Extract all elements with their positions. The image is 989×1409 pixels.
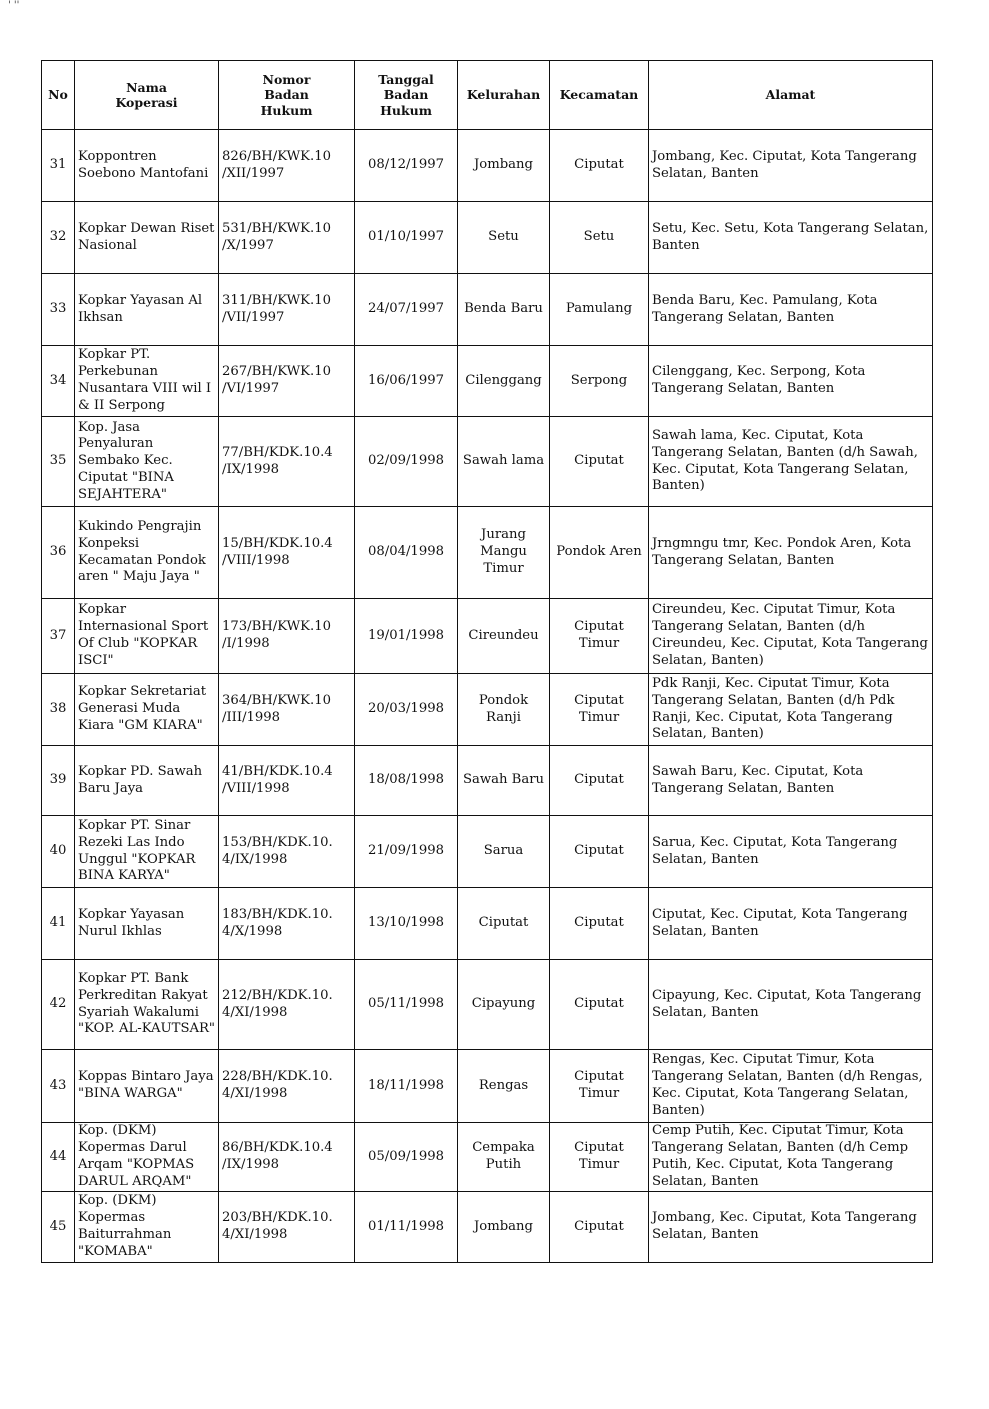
cell-nama-koperasi: Kopkar Dewan Riset Nasional bbox=[75, 202, 219, 274]
cell-nama-koperasi: Kopkar Yayasan Nurul Ikhlas bbox=[75, 888, 219, 960]
cell-nomor-badan-hukum: 311/BH/KWK.10 /VII/1997 bbox=[219, 274, 355, 346]
header-tanggal-label: Tanggal Badan Hukum bbox=[378, 71, 434, 118]
cell-alamat: Cemp Putih, Kec. Ciputat Timur, Kota Tangerang Selatan, Banten (d/h Cemp Putih, Kec. Ciputat, Kota Tangerang Selatan, Banten bbox=[649, 1123, 933, 1192]
cell-alamat: Sarua, Kec. Ciputat, Kota Tangerang Selatan, Banten bbox=[649, 816, 933, 888]
cell-kecamatan: Ciputat bbox=[550, 816, 649, 888]
cell-nama-koperasi: Kopkar PD. Sawah Baru Jaya bbox=[75, 746, 219, 816]
cell-nama-koperasi: Kop. (DKM) Kopermas Darul Arqam "KOPMAS DARUL ARQAM" bbox=[75, 1123, 219, 1192]
cell-no: 39 bbox=[42, 746, 75, 816]
cell-tanggal-badan-hukum: 01/10/1997 bbox=[355, 202, 458, 274]
cell-nama-koperasi: Kop. Jasa Penyaluran Sembako Kec. Ciputat "BINA SEJAHTERA" bbox=[75, 417, 219, 507]
cell-kelurahan: Ciputat bbox=[458, 888, 550, 960]
cell-alamat: Benda Baru, Kec. Pamulang, Kota Tangerang Selatan, Banten bbox=[649, 274, 933, 346]
cell-nama-koperasi: Kopkar Sekretariat Generasi Muda Kiara "GM KIARA" bbox=[75, 674, 219, 746]
cell-tanggal-badan-hukum: 16/06/1997 bbox=[355, 346, 458, 417]
table-row bbox=[42, 816, 933, 888]
table-row bbox=[42, 130, 933, 202]
cell-nama-koperasi: Kop. (DKM) Kopermas Baiturrahman "KOMABA" bbox=[75, 1192, 219, 1263]
table-row bbox=[42, 507, 933, 599]
cell-tanggal-badan-hukum: 13/10/1998 bbox=[355, 888, 458, 960]
table-row bbox=[42, 1050, 933, 1123]
cell-kecamatan: Ciputat Timur bbox=[550, 1123, 649, 1192]
cell-kelurahan: Benda Baru bbox=[458, 274, 550, 346]
cell-no: 33 bbox=[42, 274, 75, 346]
cell-kecamatan: Ciputat bbox=[550, 417, 649, 507]
cell-kecamatan: Ciputat Timur bbox=[550, 674, 649, 746]
cell-kecamatan: Pondok Aren bbox=[550, 507, 649, 599]
table-row bbox=[42, 960, 933, 1050]
cell-alamat: Jrngmngu tmr, Kec. Pondok Aren, Kota Tangerang Selatan, Banten bbox=[649, 507, 933, 599]
cell-alamat: Jombang, Kec. Ciputat, Kota Tangerang Selatan, Banten bbox=[649, 1192, 933, 1263]
cell-nomor-badan-hukum: 77/BH/KDK.10.4 /IX/1998 bbox=[219, 417, 355, 507]
header-tanggal-badan-hukum bbox=[355, 61, 458, 130]
cell-nomor-badan-hukum: 153/BH/KDK.10. 4/IX/1998 bbox=[219, 816, 355, 888]
cell-tanggal-badan-hukum: 24/07/1997 bbox=[355, 274, 458, 346]
cell-nama-koperasi: Koppontren Soebono Mantofani bbox=[75, 130, 219, 202]
cell-tanggal-badan-hukum: 18/11/1998 bbox=[355, 1050, 458, 1123]
cell-kelurahan: Sarua bbox=[458, 816, 550, 888]
cell-no: 37 bbox=[42, 599, 75, 674]
cell-no: 41 bbox=[42, 888, 75, 960]
cell-tanggal-badan-hukum: 19/01/1998 bbox=[355, 599, 458, 674]
cell-tanggal-badan-hukum: 02/09/1998 bbox=[355, 417, 458, 507]
cell-kecamatan: Ciputat Timur bbox=[550, 599, 649, 674]
cell-nomor-badan-hukum: 228/BH/KDK.10. 4/XI/1998 bbox=[219, 1050, 355, 1123]
table-row bbox=[42, 1192, 933, 1263]
cell-nama-koperasi: Kopkar PT. Sinar Rezeki Las Indo Unggul "KOPKAR BINA KARYA" bbox=[75, 816, 219, 888]
table-body bbox=[42, 130, 933, 1263]
cell-kelurahan: Cipayung bbox=[458, 960, 550, 1050]
cell-nomor-badan-hukum: 15/BH/KDK.10.4 /VIII/1998 bbox=[219, 507, 355, 599]
cell-nama-koperasi: Kukindo Pengrajin Konpeksi Kecamatan Pondok aren " Maju Jaya " bbox=[75, 507, 219, 599]
header-nama-label: Nama Koperasi bbox=[115, 79, 178, 110]
cell-tanggal-badan-hukum: 20/03/1998 bbox=[355, 674, 458, 746]
cell-alamat: Jombang, Kec. Ciputat, Kota Tangerang Selatan, Banten bbox=[649, 130, 933, 202]
cell-kecamatan: Ciputat bbox=[550, 960, 649, 1050]
header-nomor-label: Nomor Badan Hukum bbox=[260, 71, 313, 118]
table-row bbox=[42, 746, 933, 816]
header-kecamatan: Kecamatan bbox=[550, 61, 649, 130]
cell-alamat: Rengas, Kec. Ciputat Timur, Kota Tangerang Selatan, Banten (d/h Rengas, Kec. Ciputat, Kota Tangerang Selatan, Banten) bbox=[649, 1050, 933, 1123]
cell-no: 42 bbox=[42, 960, 75, 1050]
scan-marks: ' '' bbox=[8, 0, 20, 11]
cell-alamat: Cilenggang, Kec. Serpong, Kota Tangerang Selatan, Banten bbox=[649, 346, 933, 417]
cell-kelurahan: Cilenggang bbox=[458, 346, 550, 417]
cell-no: 40 bbox=[42, 816, 75, 888]
table-row bbox=[42, 417, 933, 507]
cell-nomor-badan-hukum: 364/BH/KWK.10 /III/1998 bbox=[219, 674, 355, 746]
cell-no: 44 bbox=[42, 1123, 75, 1192]
cell-alamat: Ciputat, Kec. Ciputat, Kota Tangerang Selatan, Banten bbox=[649, 888, 933, 960]
cell-no: 31 bbox=[42, 130, 75, 202]
cell-tanggal-badan-hukum: 08/12/1997 bbox=[355, 130, 458, 202]
cell-nama-koperasi: Kopkar Internasional Sport Of Club "KOPKAR ISCI" bbox=[75, 599, 219, 674]
cell-alamat: Pdk Ranji, Kec. Ciputat Timur, Kota Tangerang Selatan, Banten (d/h Pdk Ranji, Kec. Ciputat, Kota Tangerang Selatan, Banten) bbox=[649, 674, 933, 746]
table-row bbox=[42, 346, 933, 417]
cell-tanggal-badan-hukum: 08/04/1998 bbox=[355, 507, 458, 599]
cell-nomor-badan-hukum: 203/BH/KDK.10. 4/XI/1998 bbox=[219, 1192, 355, 1263]
table-row bbox=[42, 202, 933, 274]
cell-no: 45 bbox=[42, 1192, 75, 1263]
cell-no: 38 bbox=[42, 674, 75, 746]
cell-nama-koperasi: Koppas Bintaro Jaya "BINA WARGA" bbox=[75, 1050, 219, 1123]
cell-nomor-badan-hukum: 826/BH/KWK.10 /XII/1997 bbox=[219, 130, 355, 202]
cell-kecamatan: Ciputat bbox=[550, 130, 649, 202]
header-nomor-badan-hukum bbox=[219, 61, 355, 130]
header-alamat: Alamat bbox=[649, 61, 933, 130]
cell-kecamatan: Setu bbox=[550, 202, 649, 274]
header-nama-koperasi bbox=[75, 61, 219, 130]
cell-no: 36 bbox=[42, 507, 75, 599]
cell-tanggal-badan-hukum: 05/09/1998 bbox=[355, 1123, 458, 1192]
cell-kelurahan: Cireundeu bbox=[458, 599, 550, 674]
cell-nomor-badan-hukum: 267/BH/KWK.10 /VI/1997 bbox=[219, 346, 355, 417]
cell-no: 43 bbox=[42, 1050, 75, 1123]
cell-tanggal-badan-hukum: 05/11/1998 bbox=[355, 960, 458, 1050]
header-row bbox=[42, 61, 933, 130]
cell-kelurahan: Jurang Mangu Timur bbox=[458, 507, 550, 599]
cell-kecamatan: Ciputat bbox=[550, 888, 649, 960]
cell-kelurahan: Sawah lama bbox=[458, 417, 550, 507]
cell-nomor-badan-hukum: 86/BH/KDK.10.4 /IX/1998 bbox=[219, 1123, 355, 1192]
cell-kelurahan: Sawah Baru bbox=[458, 746, 550, 816]
cell-nama-koperasi: Kopkar PT. Bank Perkreditan Rakyat Syariah Wakalumi "KOP. AL-KAUTSAR" bbox=[75, 960, 219, 1050]
cell-no: 35 bbox=[42, 417, 75, 507]
cell-tanggal-badan-hukum: 21/09/1998 bbox=[355, 816, 458, 888]
cell-nama-koperasi: Kopkar Yayasan Al Ikhsan bbox=[75, 274, 219, 346]
header-kelurahan: Kelurahan bbox=[458, 61, 550, 130]
cell-nomor-badan-hukum: 183/BH/KDK.10. 4/X/1998 bbox=[219, 888, 355, 960]
cell-nomor-badan-hukum: 531/BH/KWK.10 /X/1997 bbox=[219, 202, 355, 274]
cell-nomor-badan-hukum: 41/BH/KDK.10.4 /VIII/1998 bbox=[219, 746, 355, 816]
cell-kecamatan: Ciputat bbox=[550, 746, 649, 816]
cell-nomor-badan-hukum: 212/BH/KDK.10. 4/XI/1998 bbox=[219, 960, 355, 1050]
cell-tanggal-badan-hukum: 01/11/1998 bbox=[355, 1192, 458, 1263]
table-row bbox=[42, 274, 933, 346]
cell-kelurahan: Setu bbox=[458, 202, 550, 274]
cell-alamat: Cireundeu, Kec. Ciputat Timur, Kota Tangerang Selatan, Banten (d/h Cireundeu, Kec. Ciputat, Kota Tangerang Selatan, Banten) bbox=[649, 599, 933, 674]
cell-kelurahan: Jombang bbox=[458, 1192, 550, 1263]
cell-kecamatan: Ciputat bbox=[550, 1192, 649, 1263]
table-row bbox=[42, 888, 933, 960]
cell-alamat: Cipayung, Kec. Ciputat, Kota Tangerang Selatan, Banten bbox=[649, 960, 933, 1050]
cell-kecamatan: Serpong bbox=[550, 346, 649, 417]
cell-alamat: Setu, Kec. Setu, Kota Tangerang Selatan, Banten bbox=[649, 202, 933, 274]
cell-kecamatan: Pamulang bbox=[550, 274, 649, 346]
cell-nama-koperasi: Kopkar PT. Perkebunan Nusantara VIII wil I & II Serpong bbox=[75, 346, 219, 417]
cell-alamat: Sawah Baru, Kec. Ciputat, Kota Tangerang Selatan, Banten bbox=[649, 746, 933, 816]
cell-kelurahan: Cempaka Putih bbox=[458, 1123, 550, 1192]
cooperative-register-table bbox=[41, 60, 933, 1263]
table-row bbox=[42, 599, 933, 674]
cell-kelurahan: Jombang bbox=[458, 130, 550, 202]
cell-no: 34 bbox=[42, 346, 75, 417]
cell-no: 32 bbox=[42, 202, 75, 274]
table-header bbox=[42, 61, 933, 130]
table-row bbox=[42, 1123, 933, 1192]
cell-tanggal-badan-hukum: 18/08/1998 bbox=[355, 746, 458, 816]
cell-kelurahan: Rengas bbox=[458, 1050, 550, 1123]
cell-nomor-badan-hukum: 173/BH/KWK.10 /I/1998 bbox=[219, 599, 355, 674]
table-row bbox=[42, 674, 933, 746]
cell-alamat: Sawah lama, Kec. Ciputat, Kota Tangerang Selatan, Banten (d/h Sawah, Kec. Ciputat, Kota Tangerang Selatan, Banten) bbox=[649, 417, 933, 507]
cell-kelurahan: Pondok Ranji bbox=[458, 674, 550, 746]
header-no: No bbox=[42, 61, 75, 130]
cell-kecamatan: Ciputat Timur bbox=[550, 1050, 649, 1123]
